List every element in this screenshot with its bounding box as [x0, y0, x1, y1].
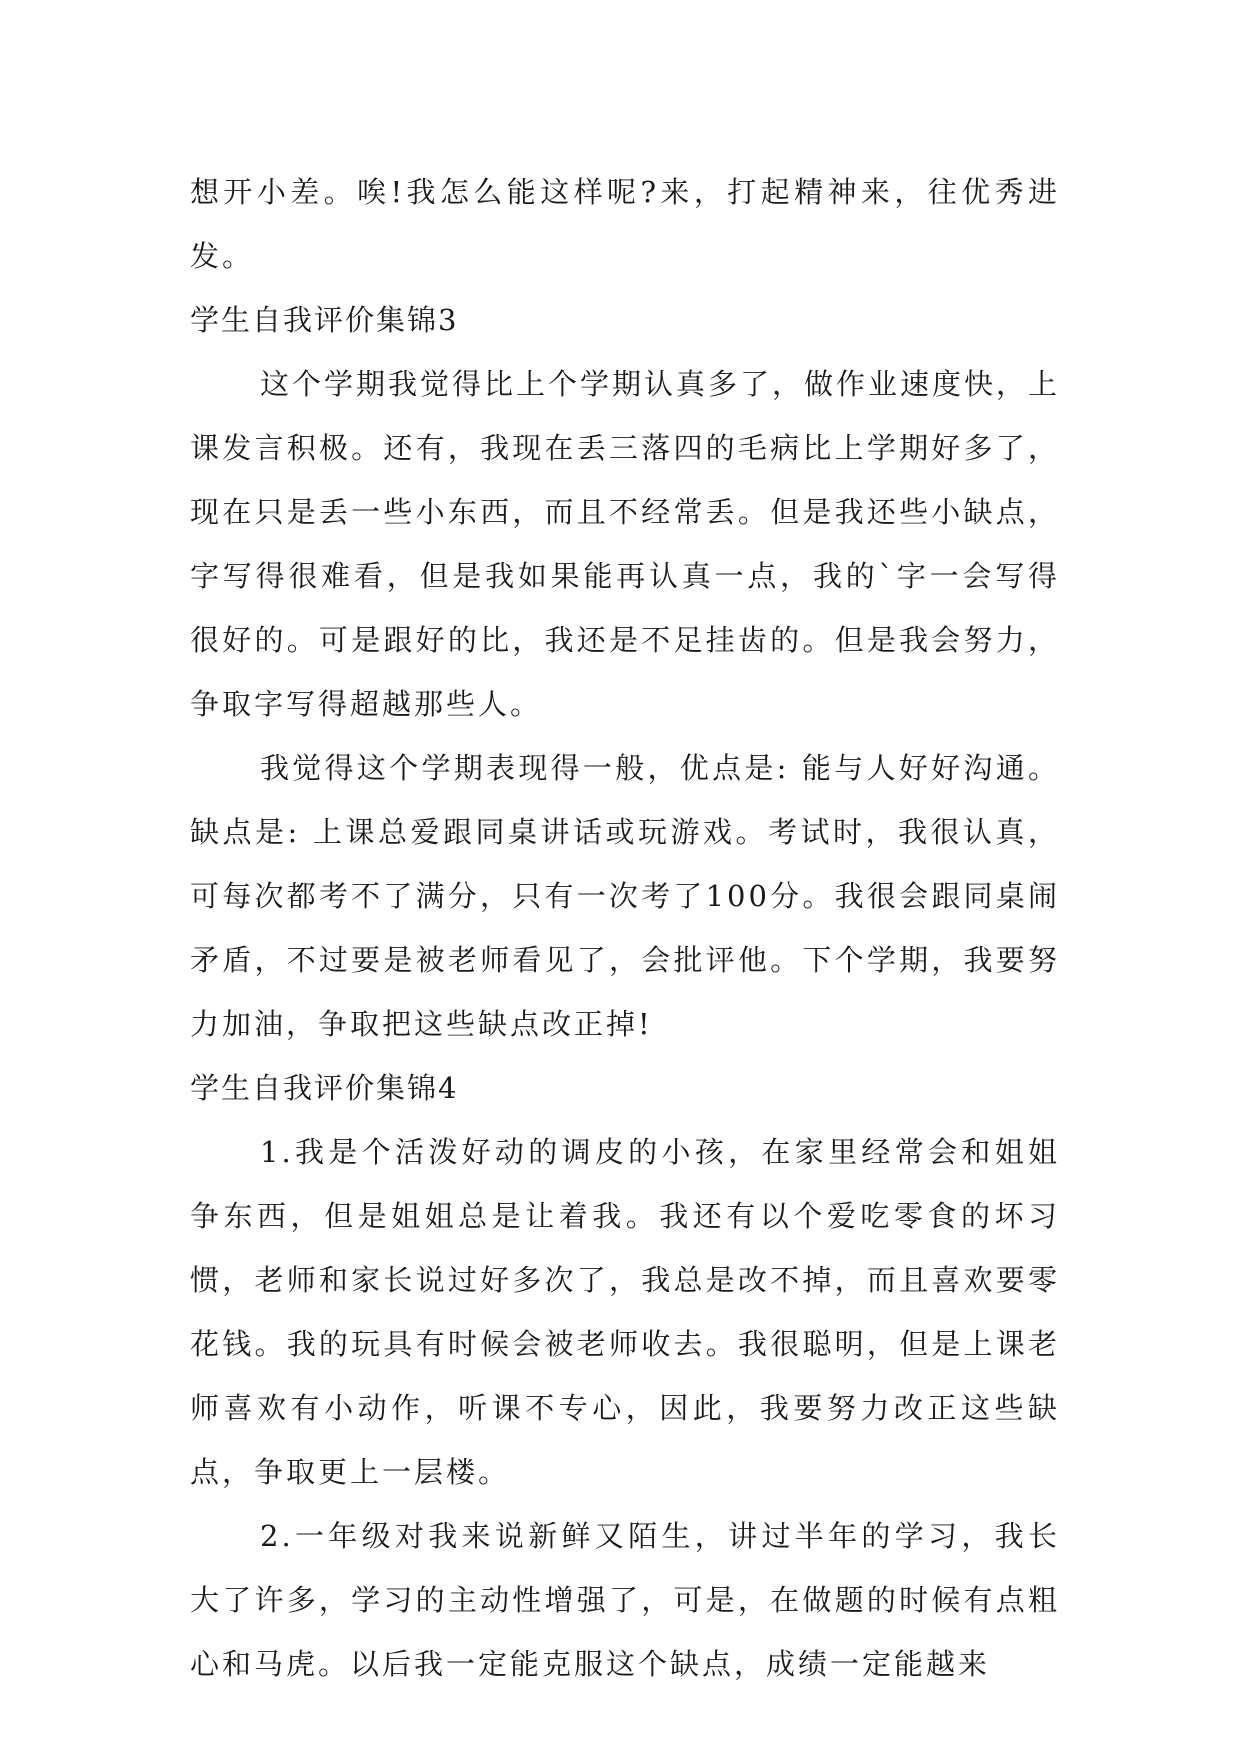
paragraph-4-2: 2.一年级对我来说新鲜又陌生，讲过半年的学习，我长大了许多，学习的主动性增强了，可是，在做题的时候有点粗心和马虎。以后我一定能克服这个缺点，成绩一定能越来: [190, 1519, 1060, 1681]
paragraph-3-2: 我觉得这个学期表现得一般，优点是: 能与人好好沟通。缺点是: 上课总爱跟同桌讲话或玩游戏。考试时，我很认真，可每次都考不了满分，只有一次考了100分。我很会跟同桌闹矛盾，不过要是被老师看见了，会批评他。下个学期，我要努力加油，争取把这些缺点改正掉!: [190, 751, 1060, 1041]
paragraph-3-1: 这个学期我觉得比上个学期认真多了，做作业速度快，上课发言积极。还有，我现在丢三落四的毛病比上学期好多了，现在只是丢一些小东西，而且不经常丢。但是我还些小缺点，字写得很难看，但是我如果能再认真一点，我的`字一会写得很好的。可是跟好的比，我还是不足挂齿的。但是我会努力，争取字写得超越那些人。: [190, 367, 1061, 721]
document-page: [190, 160, 1060, 1696]
section-heading-3: 学生自我评价集锦3: [190, 303, 459, 337]
section-heading-4: 学生自我评价集锦4: [190, 1071, 459, 1105]
paragraph-continuation: 想开小差。唉!我怎么能这样呢?来，打起精神来，往优秀进发。: [190, 175, 1060, 273]
paragraph-4-1: 1.我是个活泼好动的调皮的小孩，在家里经常会和姐姐争东西，但是姐姐总是让着我。我还有以个爱吃零食的坏习惯，老师和家长说过好多次了，我总是改不掉，而且喜欢要零花钱。我的玩具有时候会被老师收去。我很聪明，但是上课老师喜欢有小动作，听课不专心，因此，我要努力改正这些缺点，争取更上一层楼。: [190, 1135, 1060, 1489]
